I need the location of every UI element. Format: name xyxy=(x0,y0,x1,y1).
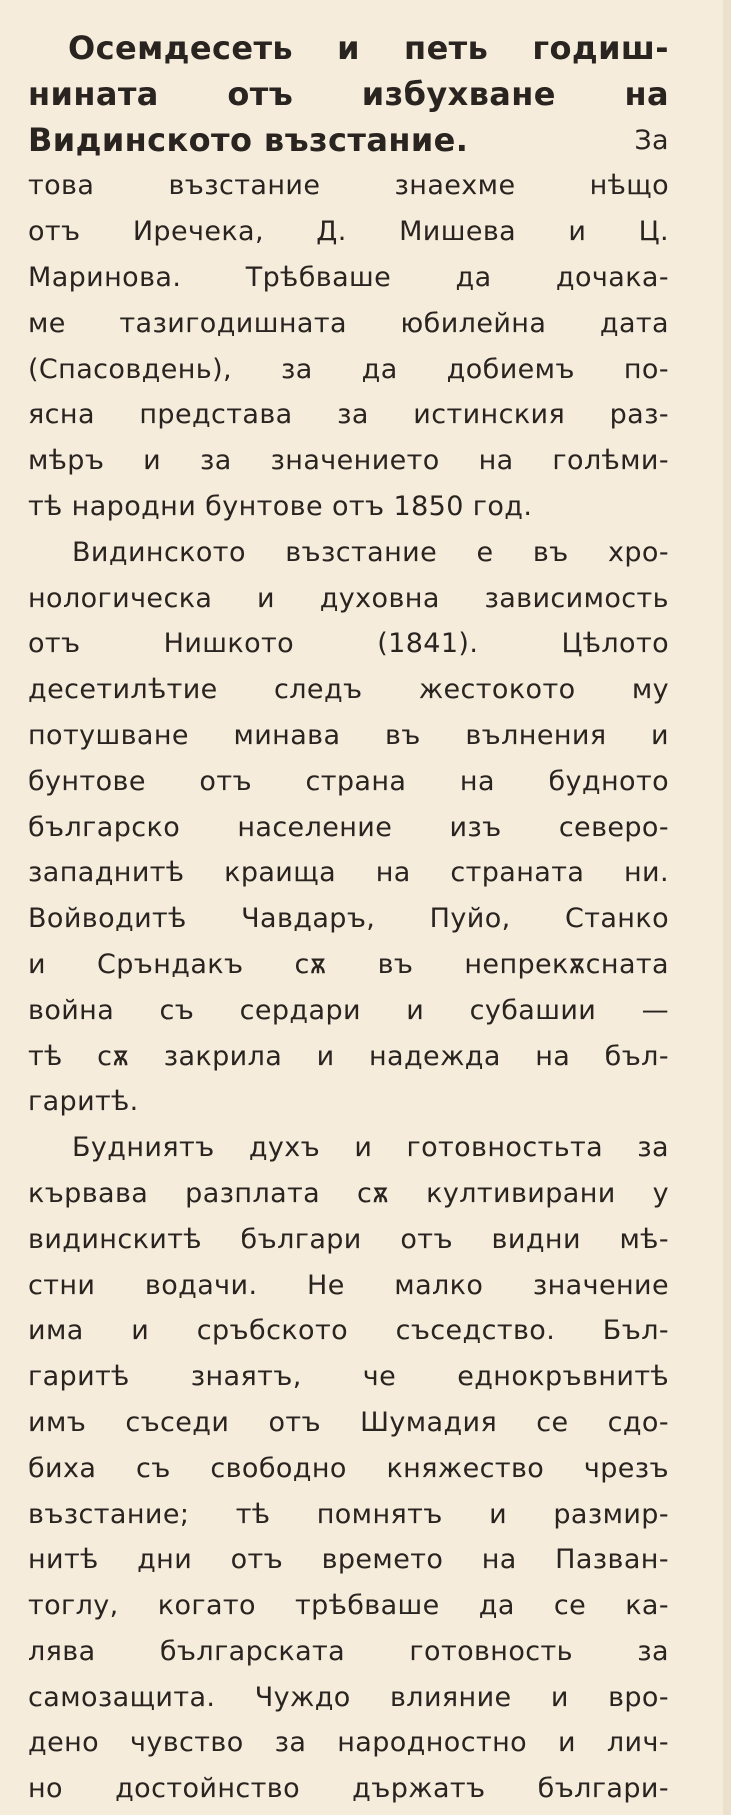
text-line: тѣ народни бунтове отъ 1850 год. xyxy=(28,490,533,522)
text-line: но достойнство държатъ българи- xyxy=(28,1773,669,1805)
text-line: гаритѣ знаятъ, че еднокръвнитѣ xyxy=(28,1361,669,1393)
text-line: отъ Нишкото (1841). Цѣлото xyxy=(28,628,669,660)
text-line: лява българската готовность за xyxy=(28,1635,669,1667)
text-line: мѣръ и за значението на голѣми- xyxy=(28,445,669,477)
text-line: възстание; тѣ помнятъ и размир- xyxy=(28,1498,669,1530)
text-line: нитѣ дни отъ времето на Пазван- xyxy=(28,1544,669,1576)
text-line: десетилѣтие следъ жестокото му xyxy=(28,674,669,706)
text-line: това възстание знаехме нѣщо xyxy=(28,170,669,202)
text-line: нологическа и духовна зависимость xyxy=(28,582,669,614)
text-line: видинскитѣ българи отъ видни мѣ- xyxy=(28,1223,669,1255)
article-title-line: Осемдесеть и петь годиш- xyxy=(68,29,669,67)
text-line: самозащита. Чуждо влияние и вро- xyxy=(28,1681,669,1713)
article-title-end: Видинското възстание. xyxy=(28,120,469,159)
text-line: ме тазигодишната юбилейна дата xyxy=(28,307,669,339)
text-line: кървава разплата сѫ култивирани у xyxy=(28,1177,669,1209)
text-line: и Сръндакъ сѫ въ непрекѫсната xyxy=(28,948,669,980)
text-line: отъ Иречека, Д. Мишева и Ц. xyxy=(28,216,669,248)
text-line: биха съ свободно княжество чрезъ xyxy=(28,1452,669,1484)
text-line: гаритѣ. xyxy=(28,1086,139,1118)
text-line: стни водачи. Не малко значение xyxy=(28,1269,669,1301)
text-line: Видинското възстание е въ хро- xyxy=(72,536,669,568)
text-line: бунтове отъ страна на будното xyxy=(28,765,669,797)
text-line: Войводитѣ Чавдаръ, Пуйо, Станко xyxy=(28,903,669,935)
article-body xyxy=(28,26,669,1812)
article-title-line: нината отъ избухване на xyxy=(28,74,669,113)
text-line: имъ съседи отъ Шумадия се сдо- xyxy=(28,1406,669,1438)
text-line: Маринова. Трѣбваше да дочака- xyxy=(28,261,669,293)
text-line: тѣ сѫ закрила и надежда на бъл- xyxy=(28,1040,669,1072)
text-line: българско население изъ северо- xyxy=(28,811,669,843)
text-line: западнитѣ краища на страната ни. xyxy=(28,857,669,889)
text-line: тоглу, когато трѣбваше да се ка- xyxy=(28,1590,669,1622)
article-title-line xyxy=(28,118,669,164)
text-line: има и сръбското съседство. Бъл- xyxy=(28,1315,669,1347)
page-edge xyxy=(723,0,731,1815)
article-text-fragment: За xyxy=(634,124,669,156)
text-line: Будниятъ духъ и готовностьта за xyxy=(72,1132,669,1164)
text-line: ясна представа за истинския раз- xyxy=(28,399,669,431)
text-line: потушване минава въ вълнения и xyxy=(28,719,669,751)
text-line: (Спасовдень), за да добиемъ по- xyxy=(28,353,669,385)
text-line: дено чувство за народностно и лич- xyxy=(28,1727,669,1759)
text-line: война съ сердари и субашии — xyxy=(28,994,669,1026)
